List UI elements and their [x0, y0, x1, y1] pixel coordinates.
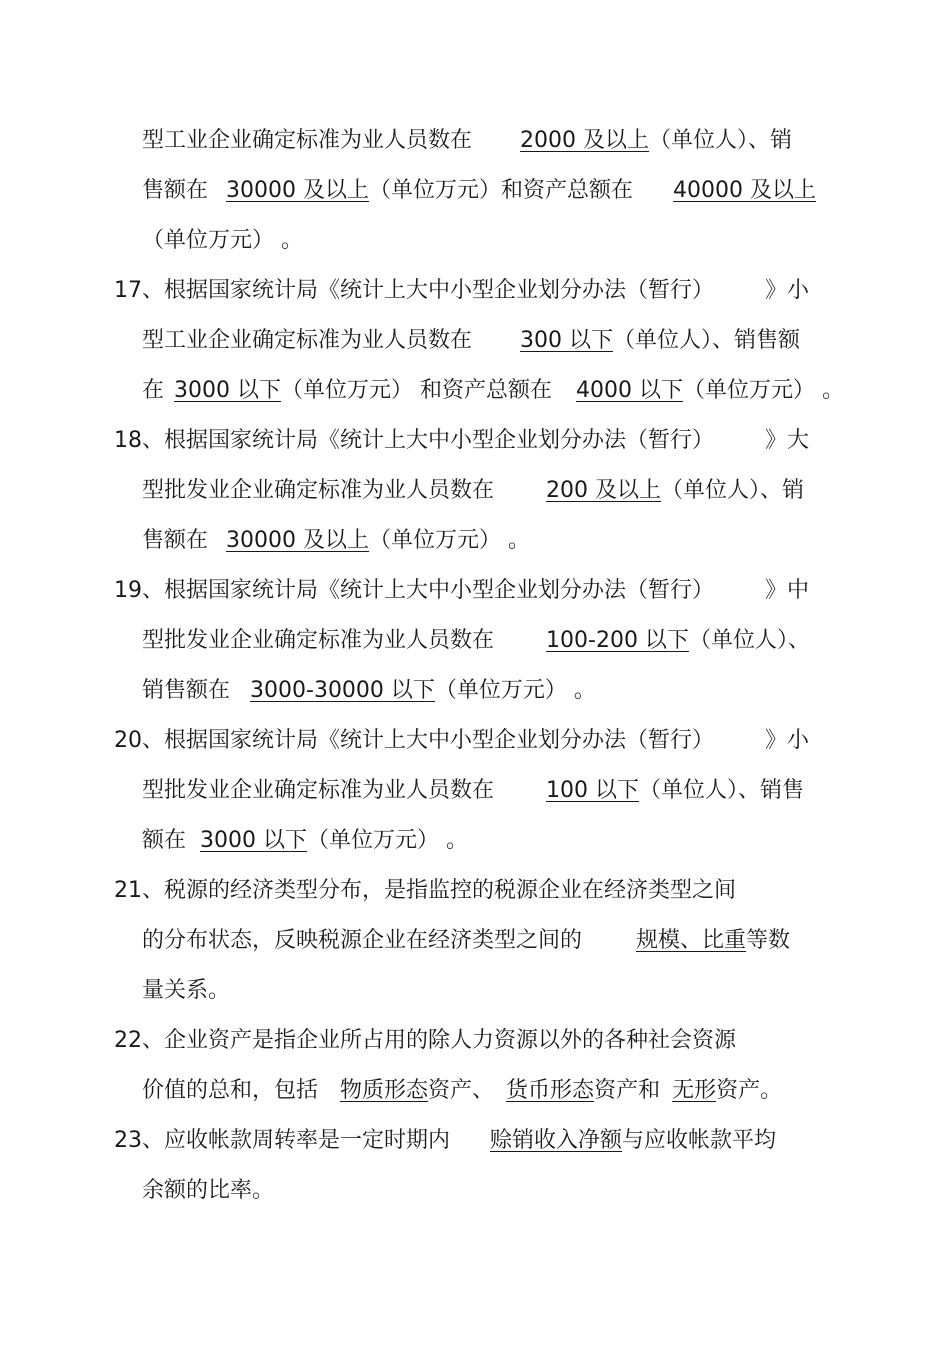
text: 型工业企业确定标准为业人员数在: [142, 328, 473, 353]
answer-blank: 3000 以下: [174, 378, 281, 403]
text-line: [0, 774, 805, 808]
answer-blank: 规模、比重: [636, 928, 747, 953]
text: 资产。: [716, 1078, 783, 1103]
text: 售额在: [142, 528, 209, 553]
text: 》中: [765, 578, 810, 603]
answer-blank: 2000 及以上: [520, 128, 649, 153]
text: 销售额在: [142, 678, 231, 703]
text: （单位万元） 。: [142, 228, 303, 253]
text: （单位人）、: [688, 628, 810, 653]
text-line: [0, 124, 793, 158]
text-line: [0, 274, 810, 308]
text: （单位人）、销售额: [613, 328, 801, 353]
text: 》小: [765, 728, 810, 753]
answer-blank: 无形: [672, 1078, 717, 1103]
text-line: [0, 474, 805, 508]
text: 售额在: [142, 178, 209, 203]
text-line: [0, 324, 801, 358]
text: （单位万元） 。: [434, 678, 596, 703]
text: （单位万元） 。: [307, 828, 468, 853]
text: （单位万元） 。: [369, 528, 530, 553]
text: 型批发业企业确定标准为业人员数在: [142, 778, 495, 803]
text: 与应收帐款平均: [622, 1128, 777, 1153]
answer-blank: 100-200 以下: [546, 628, 689, 653]
text-line: [0, 574, 810, 608]
answer-blank: 赊销收入净额: [490, 1128, 623, 1153]
answer-blank: 300 以下: [520, 328, 614, 353]
answer-blank: 30000 及以上: [226, 528, 369, 553]
text: （单位万元） 。: [682, 378, 844, 403]
text: 等数: [746, 928, 791, 953]
text: （单位人）、销售: [639, 778, 805, 803]
text-line: [0, 624, 810, 658]
text-line: [0, 1124, 777, 1158]
text: 量关系。: [142, 978, 231, 1003]
text: （单位人）、销: [661, 478, 805, 503]
text: 型工业企业确定标准为业人员数在: [142, 128, 473, 153]
text-line: [0, 424, 810, 458]
text: 额在: [142, 828, 187, 853]
text: 型批发业企业确定标准为业人员数在: [142, 628, 495, 653]
text: 17、根据国家统计局《统计上大中小型企业划分办法（暂行）: [114, 278, 703, 303]
text-line: [0, 974, 231, 1008]
answer-blank: 物质形态: [340, 1078, 429, 1103]
text: 资产、: [428, 1078, 495, 1103]
text-line: [0, 924, 791, 958]
text-line: [0, 674, 596, 708]
text-line: [0, 824, 468, 858]
text-line: [0, 1024, 736, 1058]
answer-blank: 30000 及以上: [226, 178, 369, 203]
text-line: [0, 1074, 783, 1108]
text: 价值的总和，包括: [142, 1078, 319, 1103]
text-line: [0, 1174, 275, 1208]
text: 资产和: [594, 1078, 661, 1103]
text: 》大: [765, 428, 810, 453]
text-line: [0, 374, 844, 408]
answer-blank: 3000-30000 以下: [250, 678, 435, 703]
text: 的分布状态，反映税源企业在经济类型之间的: [142, 928, 583, 953]
text: （单位万元） 和资产总额在: [281, 378, 552, 403]
answer-blank: 3000 以下: [200, 828, 307, 853]
text: 在: [142, 378, 165, 403]
answer-blank: 40000 及以上: [673, 178, 816, 203]
text: 20、根据国家统计局《统计上大中小型企业划分办法（暂行）: [114, 728, 703, 753]
text: 22、企业资产是指企业所占用的除人力资源以外的各种社会资源: [114, 1028, 736, 1053]
answer-blank: 100 以下: [546, 778, 640, 803]
text: 23、应收帐款周转率是一定时期内: [114, 1128, 450, 1153]
text: （单位万元）和资产总额在: [369, 178, 634, 203]
text: 18、根据国家统计局《统计上大中小型企业划分办法（暂行）: [114, 428, 703, 453]
text: （单位人）、销: [649, 128, 793, 153]
text-line: [0, 724, 810, 758]
text: 》小: [765, 278, 810, 303]
text-line: [0, 174, 816, 208]
text: 19、根据国家统计局《统计上大中小型企业划分办法（暂行）: [114, 578, 703, 603]
text-line: [0, 874, 736, 908]
answer-blank: 4000 以下: [576, 378, 683, 403]
text: 21、税源的经济类型分布，是指监控的税源企业在经济类型之间: [114, 878, 736, 903]
text-line: [0, 524, 530, 558]
answer-blank: 货币形态: [506, 1078, 595, 1103]
text-line: [0, 224, 303, 258]
answer-blank: 200 及以上: [546, 478, 662, 503]
text: 余额的比率。: [142, 1178, 275, 1203]
text: 型批发业企业确定标准为业人员数在: [142, 478, 495, 503]
